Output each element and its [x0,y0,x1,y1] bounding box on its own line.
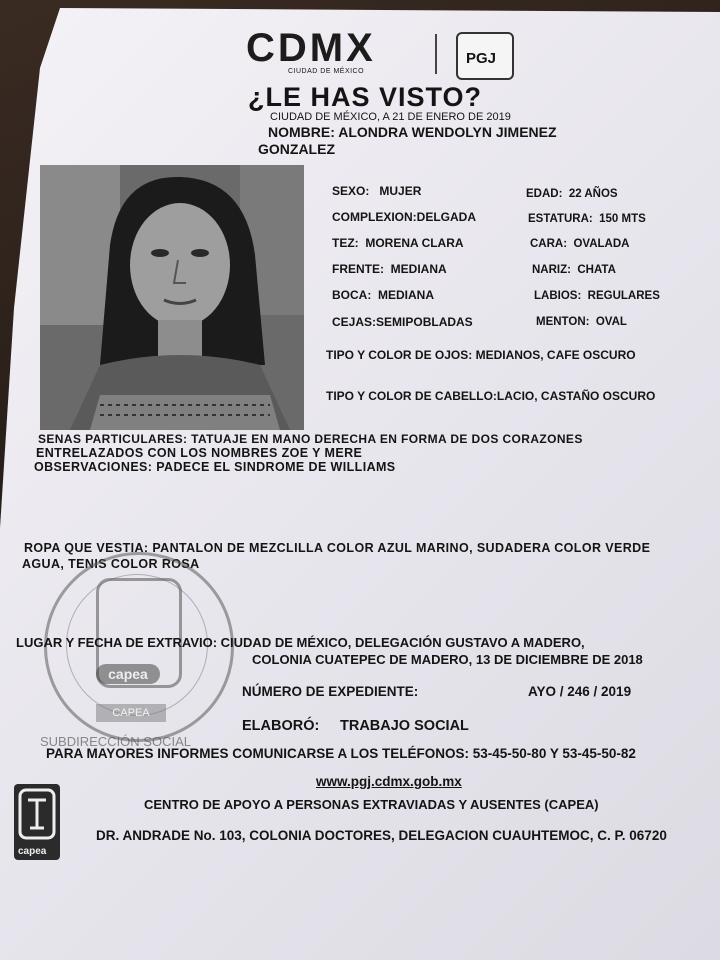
place-date-line1: LUGAR Y FECHA DE EXTRAVIO: CIUDAD DE MÉXICO, DELEGACIÓN GUSTAVO A MADERO, [16,635,585,650]
capea-address: DR. ANDRADE No. 103, COLONIA DOCTORES, DELEGACION CUAUHTEMOC, C. P. 06720 [96,828,667,843]
capea-footer-label: capea [18,846,47,857]
field-chin: MENTON: OVAL [536,316,627,328]
clothes-line2: AGUA, TENIS COLOR ROSA [22,557,200,571]
field-eyes: TIPO Y COLOR DE OJOS: MEDIANOS, CAFE OSCURO [326,348,636,362]
website-link[interactable]: www.pgj.cdmx.gob.mx [316,774,462,789]
field-age: EDAD: 22 AÑOS [526,188,618,200]
field-face: CARA: OVALADA [530,238,630,250]
capea-stamp-label: capea [96,664,160,684]
capea-stamp-bar: CAPEA [96,704,166,722]
field-eyebrows: CEJAS:SEMIPOBLADAS [332,315,473,329]
missing-person-photo [40,165,304,430]
field-forehead: FRENTE: MEDIANA [332,262,447,276]
person-name-line1: NOMBRE: ALONDRA WENDOLYN JIMENEZ [268,124,557,140]
cdmx-logo: CDMX [246,26,376,70]
phones-info: PARA MAYORES INFORMES COMUNICARSE A LOS TELÉFONOS: 53-45-50-80 Y 53-45-50-82 [46,746,636,761]
capea-center: CENTRO DE APOYO A PERSONAS EXTRAVIADAS Y AUSENTES (CAPEA) [144,797,599,812]
field-nose: NARIZ: CHATA [532,264,616,276]
issue-date: CIUDAD DE MÉXICO, A 21 DE ENERO DE 2019 [270,111,511,123]
field-complexion: COMPLEXION:DELGADA [332,210,477,224]
field-mouth: BOCA: MEDIANA [332,288,434,302]
pgj-logo: PGJ [466,50,497,67]
observations: OBSERVACIONES: PADECE EL SINDROME DE WILLIAMS [34,460,396,474]
distinctive-marks-line2: ENTRELAZADOS CON LOS NOMBRES ZOE Y MERE [36,446,363,460]
field-sex: SEXO: MUJER [332,184,422,198]
file-number-label: NÚMERO DE EXPEDIENTE: [242,684,419,699]
clothes-line1: ROPA QUE VESTIA: PANTALON DE MEZCLILLA COLOR AZUL MARINO, SUDADERA COLOR VERDE [24,541,651,555]
subdireccion-social: SUBDIRECCIÓN SOCIAL [40,734,191,749]
field-skin: TEZ: MORENA CLARA [332,236,464,250]
made-by-label: ELABORÓ: [242,718,320,734]
field-lips: LABIOS: REGULARES [534,290,660,302]
place-date-line2: COLONIA CUATEPEC DE MADERO, 13 DE DICIEMBRE DE 2018 [252,652,643,667]
cdmx-logo-subtitle: CIUDAD DE MÉXICO [288,68,365,75]
field-height: ESTATURA: 150 MTS [528,213,646,225]
page-title: ¿LE HAS VISTO? [248,82,483,112]
logo-divider [435,34,437,74]
file-number-value: AYO / 246 / 2019 [528,684,632,699]
person-name-line2: GONZALEZ [258,141,335,157]
made-by-value: TRABAJO SOCIAL [340,718,469,734]
flyer-paper [0,8,720,960]
distinctive-marks-line1: SENAS PARTICULARES: TATUAJE EN MANO DERECHA EN FORMA DE DOS CORAZONES [38,432,583,446]
field-hair: TIPO Y COLOR DE CABELLO:LACIO, CASTAÑO OSCURO [326,389,656,403]
